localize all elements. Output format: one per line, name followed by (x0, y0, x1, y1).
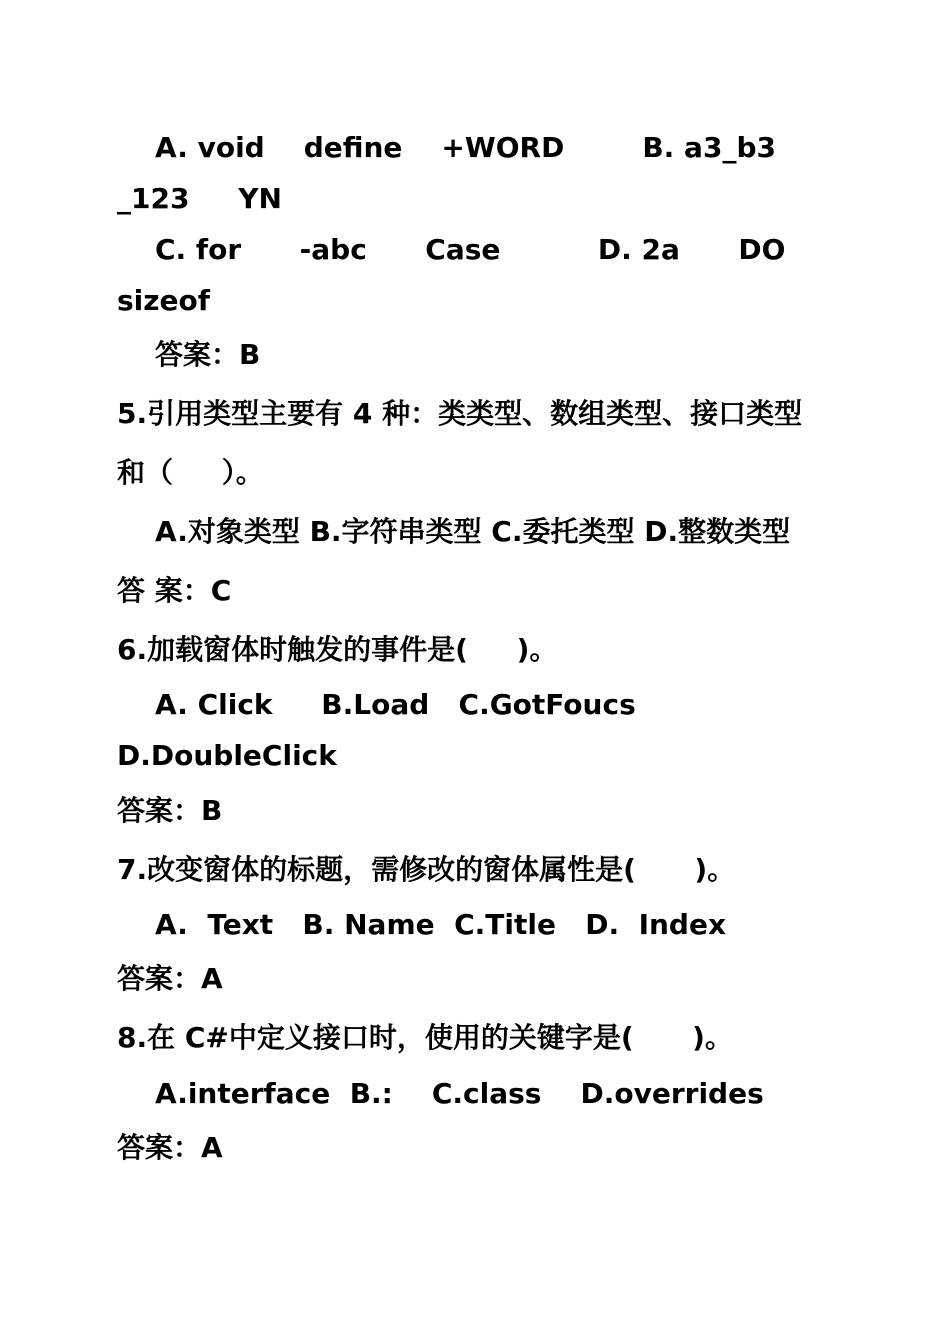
q7-answer: 答案：A (117, 962, 223, 995)
q4-options-line-1: A. void define +WORD B. a3_b3 (155, 131, 776, 164)
q6-options-line-1: A. Click B.Load C.GotFoucs (155, 688, 636, 721)
q5-options: A.对象类型 B.字符串类型 C.委托类型 D.整数类型 (155, 515, 791, 548)
q4-options-line-2: _123 YN (117, 182, 282, 215)
q8-answer: 答案：A (117, 1131, 223, 1164)
q6-question: 6.加载窗体时触发的事件是( )。 (117, 633, 558, 666)
q7-question: 7.改变窗体的标题，需修改的窗体属性是( )。 (117, 853, 736, 886)
q4-options-line-3: C. for -abc Case D. 2a DO (155, 233, 786, 266)
q5-question-line-1: 5.引用类型主要有 4 种：类类型、数组类型、接口类型 (117, 397, 803, 430)
q5-answer: 答 案：C (117, 574, 232, 607)
q6-answer: 答案：B (117, 794, 223, 827)
q5-question-line-2: 和（ ）。 (117, 456, 264, 489)
q6-options-line-2: D.DoubleClick (117, 739, 337, 772)
q4-answer: 答案：B (155, 338, 261, 371)
q8-question: 8.在 C#中定义接口时，使用的关键字是( )。 (117, 1021, 733, 1054)
q8-options: A.interface B.: C.class D.overrides (155, 1077, 764, 1110)
q4-options-line-4: sizeof (117, 284, 210, 317)
q7-options: A. Text B. Name C.Title D. Index (155, 908, 727, 941)
